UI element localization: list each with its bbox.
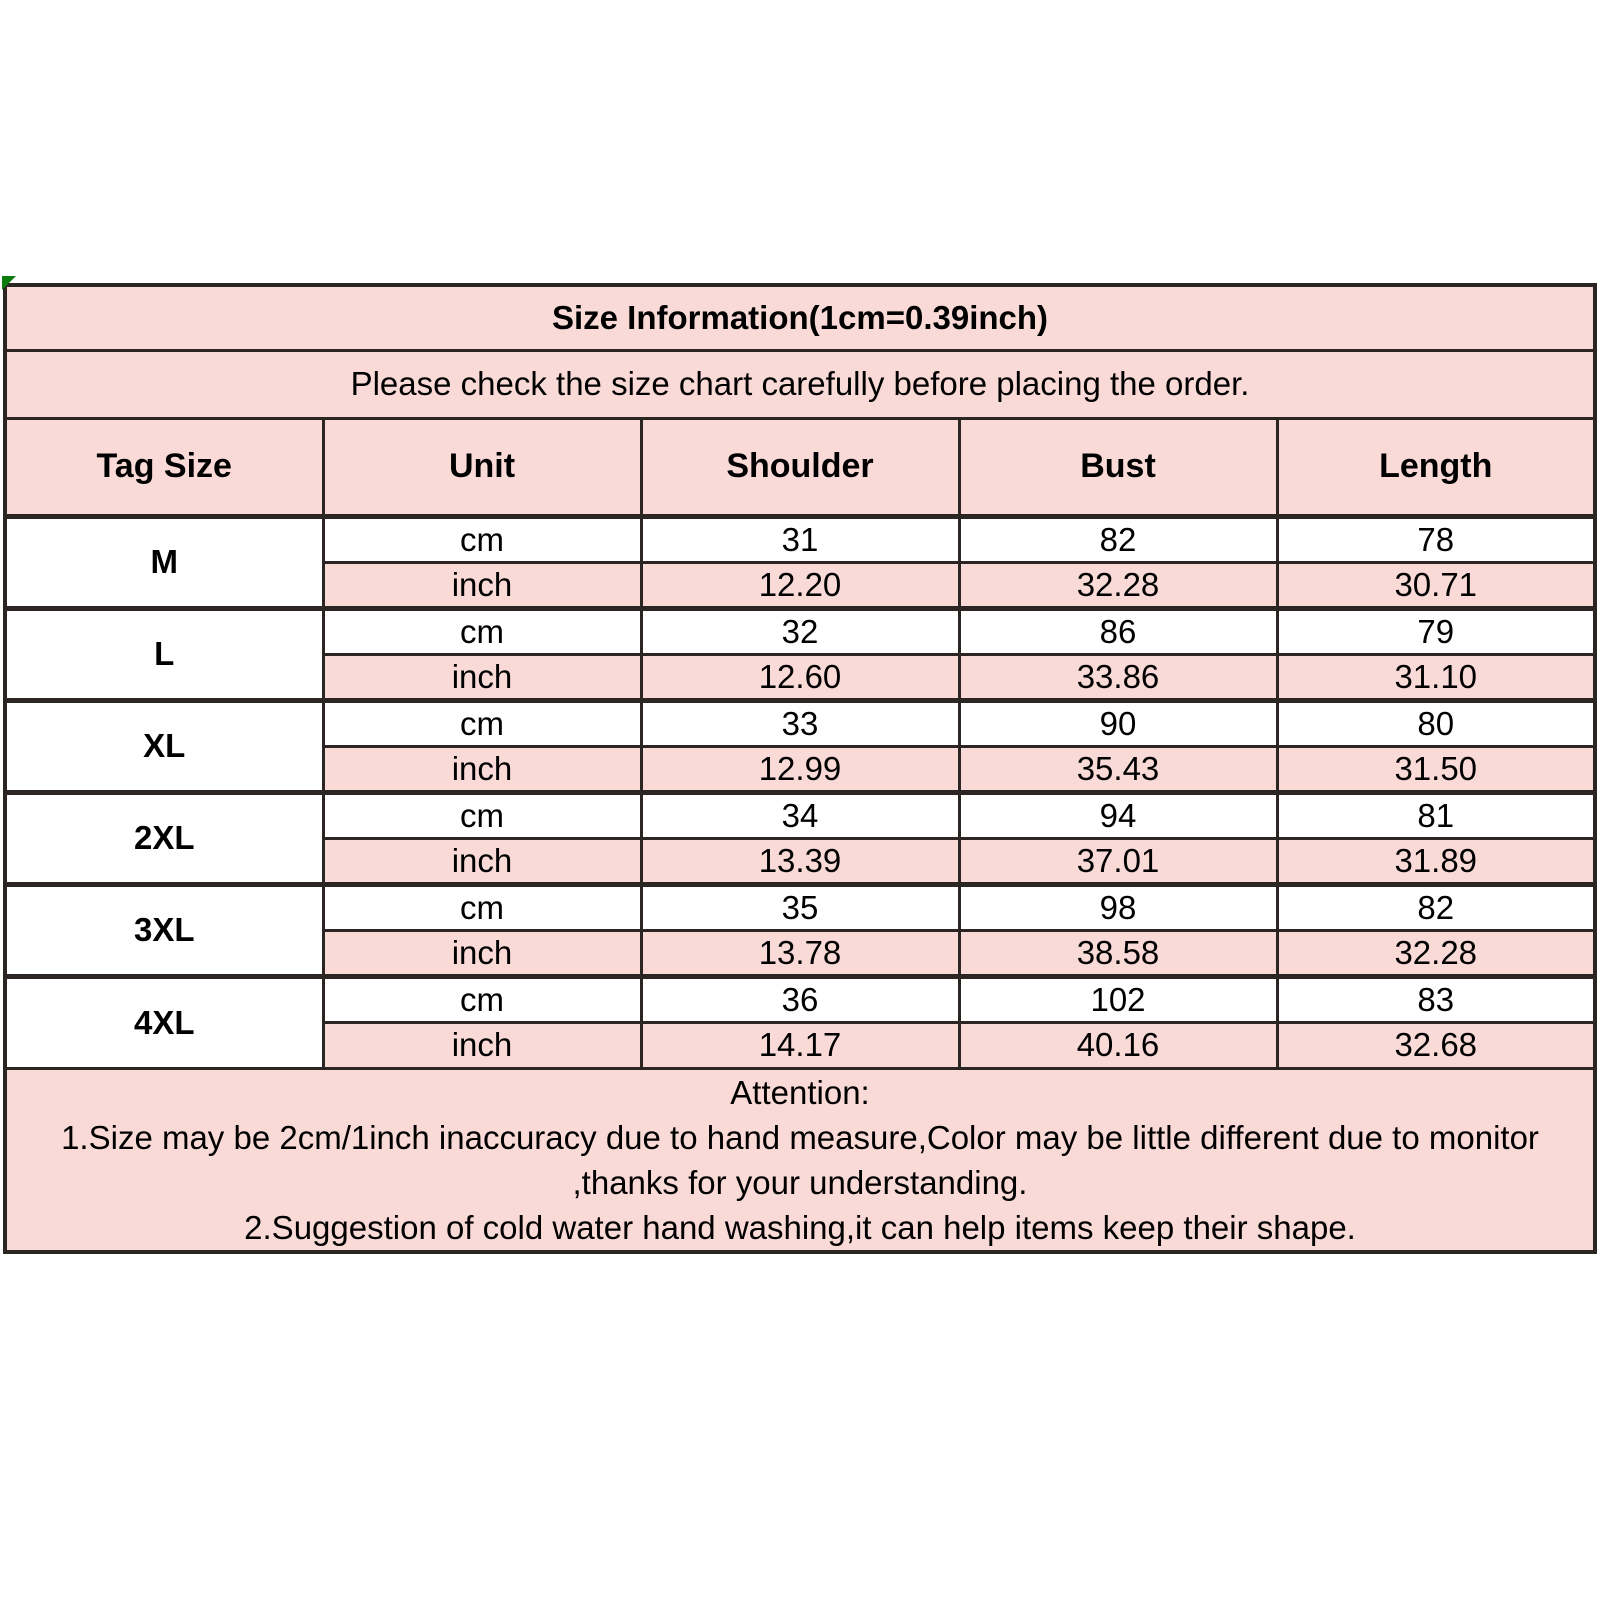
attention-line-1: 1.Size may be 2cm/1inch inaccuracy due to hand measure,Color may be little different due to monitor (61, 1118, 1539, 1156)
bust-value-inch: 33.86 (959, 654, 1277, 700)
shoulder-value-inch: 14.17 (641, 1022, 959, 1068)
length-value-inch: 31.50 (1277, 746, 1595, 792)
size-label: M (5, 516, 323, 608)
length-value-inch: 32.28 (1277, 930, 1595, 976)
unit-label-cm: cm (323, 976, 641, 1022)
size-label: XL (5, 700, 323, 792)
length-value-cm: 81 (1277, 792, 1595, 838)
unit-label-inch: inch (323, 838, 641, 884)
bust-value-cm: 98 (959, 884, 1277, 930)
column-header-bust: Bust (959, 418, 1277, 516)
size-row-cm (5, 792, 1595, 838)
size-row-cm (5, 516, 1595, 562)
shoulder-value-cm: 36 (641, 976, 959, 1022)
table-title-row (5, 285, 1595, 350)
unit-label-inch: inch (323, 746, 641, 792)
size-row-cm (5, 884, 1595, 930)
attention-heading: Attention: (730, 1073, 870, 1111)
column-header-length: Length (1277, 418, 1595, 516)
bust-value-inch: 37.01 (959, 838, 1277, 884)
attention-row (5, 1068, 1595, 1252)
size-label: L (5, 608, 323, 700)
length-value-inch: 32.68 (1277, 1022, 1595, 1068)
size-label: 4XL (5, 976, 323, 1068)
size-chart-table (3, 283, 1597, 1254)
shoulder-value-cm: 32 (641, 608, 959, 654)
length-value-cm: 80 (1277, 700, 1595, 746)
shoulder-value-cm: 34 (641, 792, 959, 838)
table-subtitle: Please check the size chart carefully before placing the order. (5, 350, 1595, 418)
shoulder-value-inch: 12.99 (641, 746, 959, 792)
attention-note (5, 1068, 1595, 1252)
unit-label-cm: cm (323, 608, 641, 654)
corner-marker-icon (2, 276, 16, 290)
table-title: Size Information(1cm=0.39inch) (5, 285, 1595, 350)
shoulder-value-inch: 13.78 (641, 930, 959, 976)
shoulder-value-cm: 31 (641, 516, 959, 562)
bust-value-cm: 90 (959, 700, 1277, 746)
shoulder-value-inch: 12.20 (641, 562, 959, 608)
length-value-cm: 78 (1277, 516, 1595, 562)
unit-label-inch: inch (323, 562, 641, 608)
unit-label-cm: cm (323, 884, 641, 930)
unit-label-cm: cm (323, 792, 641, 838)
column-header-row (5, 418, 1595, 516)
bust-value-inch: 35.43 (959, 746, 1277, 792)
size-label: 2XL (5, 792, 323, 884)
length-value-inch: 31.10 (1277, 654, 1595, 700)
length-value-cm: 83 (1277, 976, 1595, 1022)
unit-label-inch: inch (323, 930, 641, 976)
unit-label-inch: inch (323, 654, 641, 700)
shoulder-value-inch: 12.60 (641, 654, 959, 700)
bust-value-inch: 32.28 (959, 562, 1277, 608)
shoulder-value-cm: 35 (641, 884, 959, 930)
bust-value-cm: 102 (959, 976, 1277, 1022)
column-header-unit: Unit (323, 418, 641, 516)
column-header-tag-size: Tag Size (5, 418, 323, 516)
table-subtitle-row (5, 350, 1595, 418)
unit-label-inch: inch (323, 1022, 641, 1068)
bust-value-cm: 82 (959, 516, 1277, 562)
length-value-cm: 82 (1277, 884, 1595, 930)
shoulder-value-cm: 33 (641, 700, 959, 746)
attention-line-2: ,thanks for your understanding. (572, 1163, 1028, 1201)
bust-value-inch: 40.16 (959, 1022, 1277, 1068)
size-row-cm (5, 700, 1595, 746)
bust-value-cm: 86 (959, 608, 1277, 654)
bust-value-cm: 94 (959, 792, 1277, 838)
length-value-cm: 79 (1277, 608, 1595, 654)
unit-label-cm: cm (323, 516, 641, 562)
bust-value-inch: 38.58 (959, 930, 1277, 976)
column-header-shoulder: Shoulder (641, 418, 959, 516)
attention-line-3: 2.Suggestion of cold water hand washing,it can help items keep their shape. (244, 1208, 1356, 1246)
shoulder-value-inch: 13.39 (641, 838, 959, 884)
size-row-cm (5, 976, 1595, 1022)
length-value-inch: 31.89 (1277, 838, 1595, 884)
unit-label-cm: cm (323, 700, 641, 746)
size-row-cm (5, 608, 1595, 654)
size-label: 3XL (5, 884, 323, 976)
length-value-inch: 30.71 (1277, 562, 1595, 608)
